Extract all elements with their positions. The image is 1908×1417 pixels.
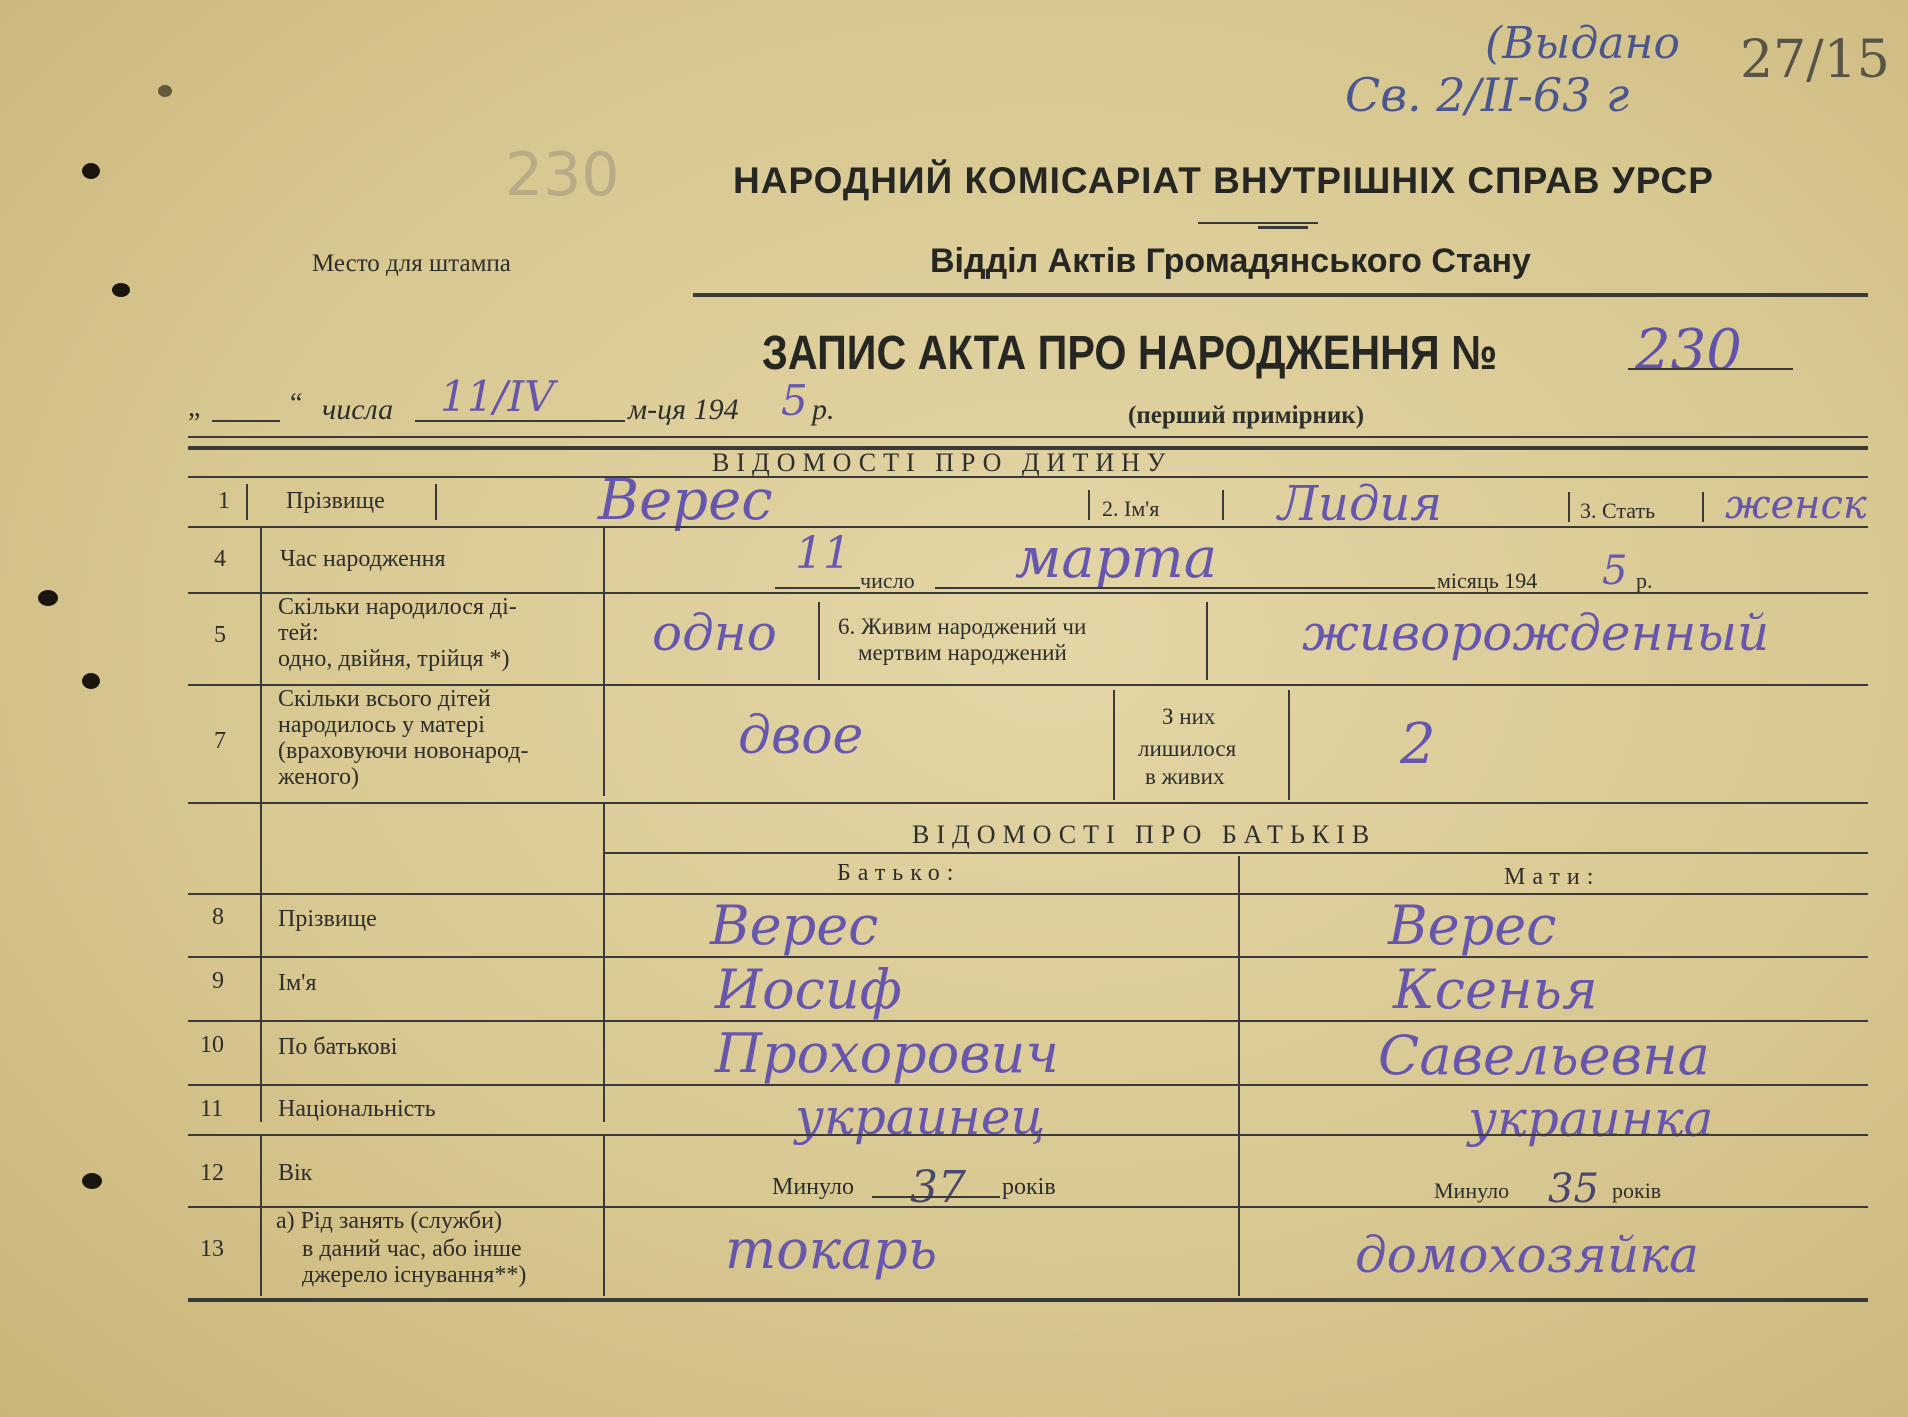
parent-surname-label: Прізвище [278,906,377,932]
children-born-label-2: тей: [278,620,319,646]
father-column-header: Батько: [837,860,961,886]
row-number: 10 [200,1032,224,1058]
punch-hole [82,1173,102,1189]
child-surname-value: Верес [598,468,773,533]
parent-nationality-label: Національність [278,1096,436,1122]
mother-column-header: Мати: [1504,864,1601,890]
father-surname-value: Верес [710,894,879,957]
occupation-label-1: а) Рід занять (служби) [276,1208,502,1234]
row-number: 12 [200,1160,224,1186]
total-children-label-1: Скільки всього дітей [278,686,491,712]
birth-time-label: Час народження [280,546,446,572]
date-year-digit: 5 [781,376,808,425]
row-number: 5 [214,622,226,648]
faint-record-number: 230 [505,140,620,210]
father-age-value: 37 [910,1162,966,1213]
date-day-value: 11/IV [440,372,555,421]
occupation-label-3: джерело існування**) [302,1262,527,1288]
total-children-label-3: (враховуючи новонарод- [278,738,529,764]
parents-section-heading: ВІДОМОСТІ ПРО БАТЬКІВ [912,820,1377,849]
child-sex-value: женск [1725,482,1867,528]
issued-date-note: Св. 2/II-63 г [1345,68,1630,122]
child-surname-label: Прізвище [286,488,385,514]
child-name-label: 2. Ім'я [1102,496,1160,521]
parent-age-label: Вік [278,1160,313,1186]
living-label-1: З них [1162,704,1216,729]
punch-hole [112,283,130,297]
record-title: ЗАПИС АКТА ПРО НАРОДЖЕННЯ № [762,327,1498,380]
child-section-heading: ВІДОМОСТІ ПРО ДИТИНУ [712,448,1173,477]
date-quote-close: “ [290,388,303,419]
living-value: 2 [1400,712,1436,777]
father-occupation-value: токарь [725,1218,938,1281]
copy-note: (перший примірник) [1128,402,1365,429]
children-born-value: одно [652,604,777,662]
date-quote-open: „ [188,392,201,423]
mother-name-value: Ксенья [1393,958,1598,1021]
row-number: 4 [214,546,226,572]
record-number: 230 [1635,318,1742,383]
birth-month-value: марта [1015,526,1218,591]
row-number: 1 [218,488,230,514]
total-children-label-2: народилось у матері [278,712,485,738]
father-name-value: Иосиф [715,958,902,1021]
father-nationality-value: украинец [795,1088,1046,1146]
issued-note: (Выдано [1485,18,1680,69]
row-number: 11 [200,1096,224,1122]
parent-patronymic-label: По батькові [278,1034,398,1060]
total-children-value: двое [738,706,864,766]
corner-mark: 27/15 [1740,30,1890,90]
alive-question-2: мертвим народжений [858,640,1067,665]
punch-hole [38,590,58,606]
mother-age-roky: років [1612,1178,1662,1203]
mother-patronymic-value: Савельевна [1378,1024,1710,1087]
living-label-3: в живих [1145,764,1225,789]
department-heading: Відділ Актів Громадянського Стану [930,242,1531,280]
mother-age-value: 35 [1548,1166,1599,1212]
father-age-minulo: Минуло [772,1174,854,1200]
birth-month-label: місяць 194 [1437,568,1538,593]
row-number: 8 [212,904,224,930]
stamp-place-label: Место для штампа [312,250,511,277]
row-number: 7 [214,728,226,754]
occupation-label-2: в даний час, або інше [302,1236,522,1262]
total-children-label-4: женого) [278,764,359,790]
mother-surname-value: Верес [1388,894,1557,957]
punch-hole [82,163,100,179]
children-born-label-1: Скільки народилося ді- [278,594,517,620]
father-patronymic-value: Прохорович [715,1022,1060,1085]
birth-year-suffix: р. [1636,568,1653,593]
birth-day-value: 11 [795,528,851,579]
date-month-label: м-ця 194 [628,393,739,426]
row-number: 13 [200,1236,224,1262]
date-year-suffix: р. [812,393,835,426]
punch-hole [158,85,172,97]
birth-day-label: число [860,568,915,593]
ministry-heading: НАРОДНИЙ КОМІСАРІАТ ВНУТРІШНІХ СПРАВ УРСР [733,160,1714,201]
alive-question-1: 6. Живим народжений чи [838,614,1087,639]
mother-occupation-value: домохозяйка [1355,1226,1699,1284]
child-name-value: Лидия [1278,476,1443,532]
father-age-roky: років [1002,1174,1056,1200]
child-sex-label: 3. Стать [1580,498,1656,523]
punch-hole [82,673,100,689]
row-number: 9 [212,968,224,994]
mother-nationality-value: украинка [1468,1090,1714,1148]
parent-name-label: Ім'я [278,970,317,996]
date-chysla-label: числа [322,393,394,426]
children-born-label-3: одно, двійня, трійця *) [278,646,510,672]
living-label-2: лишилося [1138,736,1237,761]
mother-age-minulo: Минуло [1434,1178,1510,1203]
alive-value: живорожденный [1302,604,1770,662]
birth-year-digit: 5 [1602,548,1628,594]
